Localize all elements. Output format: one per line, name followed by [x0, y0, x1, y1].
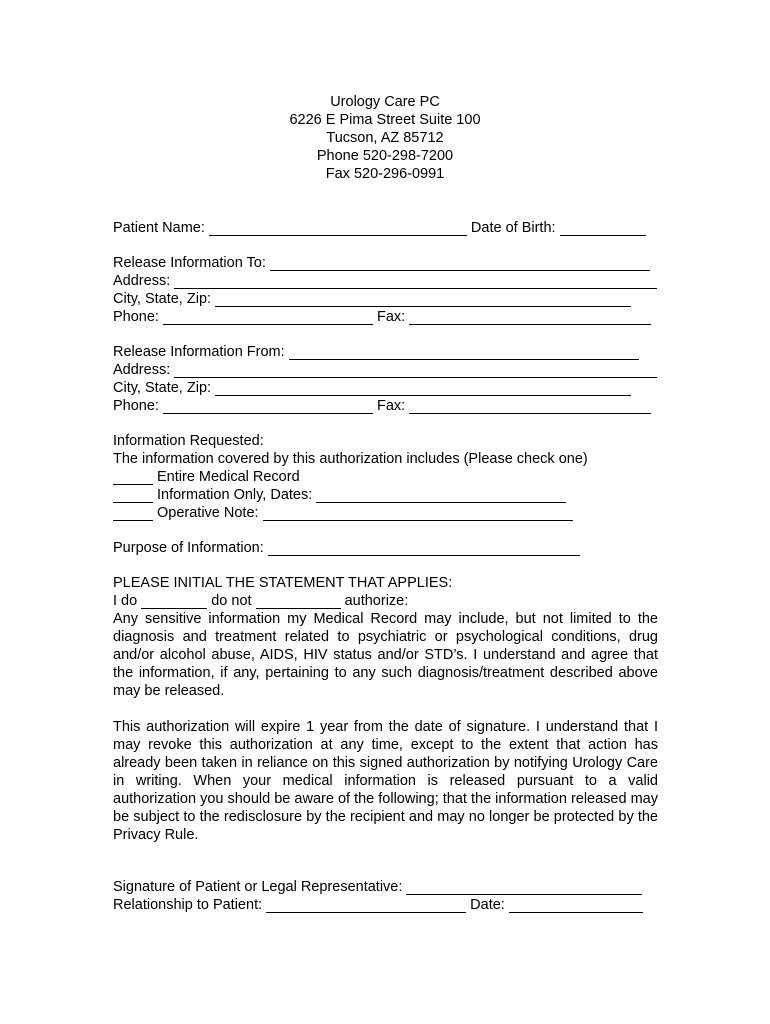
- release-to-city-label: City, State, Zip:: [113, 291, 212, 307]
- authorize-label: authorize:: [344, 593, 409, 609]
- patient-name-field[interactable]: [209, 221, 467, 236]
- release-to-phone-field[interactable]: [163, 310, 373, 325]
- practice-city: Tucson, AZ 85712: [326, 130, 444, 146]
- option-check-entire-record[interactable]: [113, 470, 153, 485]
- option-entire-record-label: Entire Medical Record: [157, 469, 300, 485]
- release-to-label: Release Information To:: [113, 255, 266, 271]
- purpose-field[interactable]: [268, 541, 580, 556]
- expiration-section: [113, 718, 658, 844]
- practice-name: Urology Care PC: [330, 94, 440, 110]
- release-from-phone-field[interactable]: [163, 399, 373, 414]
- date-label: Date:: [470, 897, 505, 913]
- relationship-field[interactable]: [266, 898, 466, 913]
- expiration-paragraph: This authorization will expire 1 year from the date of signature. I understand that I may revoke this authorization at any time, except to the extent that action has already been taken in reliance on this signed authorization by notifying Urology Care in writing. When your medical information is released pursuant to a valid authorization you should be aware of the following; that the information released may be subject to the redisclosure by the recipient and may no longer be protected by the Privacy Rule.: [113, 719, 658, 843]
- release-from-field[interactable]: [289, 345, 639, 360]
- dob-label: Date of Birth:: [470, 220, 556, 236]
- release-from-fax-label: Fax:: [377, 398, 406, 414]
- signature-field[interactable]: [406, 880, 642, 895]
- option-check-operative-note[interactable]: [113, 506, 153, 521]
- signature-section: [113, 878, 658, 914]
- patient-name-label: Patient Name:: [113, 220, 205, 236]
- purpose-section: [113, 539, 658, 557]
- release-from-city-field[interactable]: [215, 381, 631, 396]
- do-not-initial-field[interactable]: [256, 594, 341, 609]
- practice-street: 6226 E Pima Street Suite 100: [289, 112, 481, 128]
- date-field[interactable]: [509, 898, 643, 913]
- release-from-phone-label: Phone:: [113, 398, 159, 414]
- info-requested-instructions: The information covered by this authorization includes (Please check one): [113, 451, 588, 467]
- practice-fax: Fax 520-296-0991: [325, 166, 445, 182]
- release-from-address-label: Address:: [113, 362, 171, 378]
- release-from-fax-field[interactable]: [409, 399, 651, 414]
- signature-label: Signature of Patient or Legal Representative:: [113, 879, 403, 895]
- i-do-initial-field[interactable]: [141, 594, 207, 609]
- initial-section: [113, 574, 658, 700]
- release-to-city-field[interactable]: [215, 292, 631, 307]
- release-from-city-label: City, State, Zip:: [113, 380, 212, 396]
- patient-section: [113, 219, 658, 237]
- option-operative-note-label: Operative Note:: [157, 505, 259, 521]
- do-not-label: do not: [211, 593, 252, 609]
- release-from-address-field[interactable]: [174, 363, 657, 378]
- release-to-address-label: Address:: [113, 273, 171, 289]
- release-to-fax-label: Fax:: [377, 309, 406, 325]
- i-do-label: I do: [113, 593, 138, 609]
- release-to-section: [113, 254, 658, 326]
- release-to-fax-field[interactable]: [409, 310, 651, 325]
- release-from-label: Release Information From:: [113, 344, 285, 360]
- operative-note-field[interactable]: [263, 506, 573, 521]
- info-requested-heading: Information Requested:: [113, 433, 264, 449]
- release-to-phone-label: Phone:: [113, 309, 159, 325]
- release-from-section: [113, 343, 658, 415]
- practice-header: [0, 93, 770, 183]
- info-requested-section: [113, 432, 658, 522]
- practice-phone: Phone 520-298-7200: [316, 148, 454, 164]
- info-dates-field[interactable]: [316, 488, 566, 503]
- release-to-address-field[interactable]: [174, 274, 657, 289]
- release-to-field[interactable]: [270, 256, 650, 271]
- dob-field[interactable]: [560, 221, 646, 236]
- relationship-label: Relationship to Patient:: [113, 897, 263, 913]
- option-check-info-dates[interactable]: [113, 488, 153, 503]
- initial-heading: PLEASE INITIAL THE STATEMENT THAT APPLIES:: [113, 575, 453, 591]
- sensitive-info-paragraph: Any sensitive information my Medical Record may include, but not limited to the diagnosis and treatment related to psychiatric or psychological conditions, drug and/or alcohol abuse, AIDS, HIV status and/or STD’s. I understand and agree that the information, if any, pertaining to any such diagnosis/treatment described above may be released.: [113, 611, 658, 699]
- option-info-dates-label: Information Only, Dates:: [157, 487, 313, 503]
- purpose-label: Purpose of Information:: [113, 540, 264, 556]
